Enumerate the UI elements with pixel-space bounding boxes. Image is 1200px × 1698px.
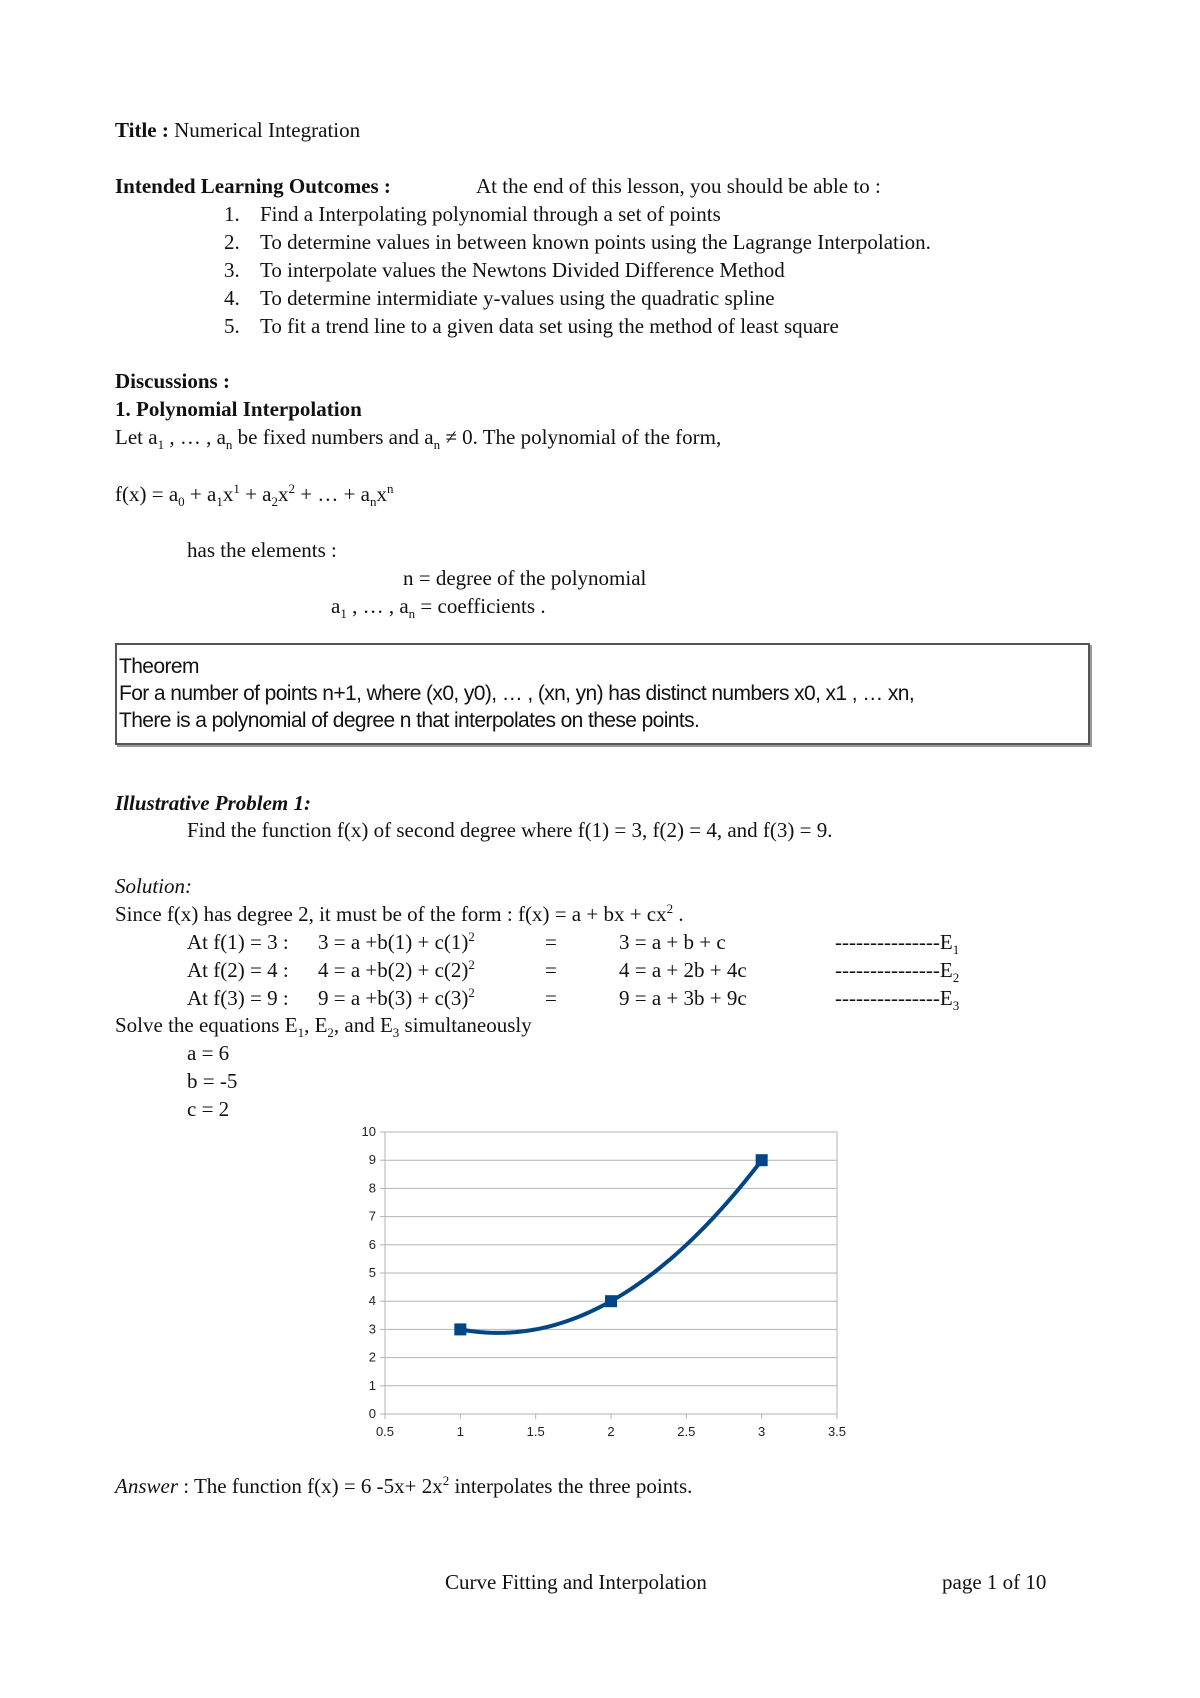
- outcome-num-3: 3.: [224, 258, 240, 282]
- polynomial-definition: Let $a_1$ , … , $a_n$ be fixed numbers and $a_n \ne 0$. The polynomial of the form,: [115, 425, 722, 453]
- equation-eq-3: =: [545, 986, 557, 1010]
- x-tick-label-3: 2: [607, 1424, 615, 1439]
- x-tick-label-0: 0.5: [375, 1424, 395, 1439]
- value-b: b = -5: [187, 1069, 238, 1093]
- title-line: [115, 117, 360, 143]
- outcome-text-5: To fit a trend line to a given data set using the method of least square: [260, 314, 839, 338]
- theorem-heading: Theorem: [119, 655, 199, 678]
- coefficients-line: $a_1$ , … , $a_n$ = coefficients .: [331, 594, 546, 622]
- y-tick-label-6: 6: [368, 1236, 376, 1252]
- equation-rhs-2: 4 = a + 2b + 4c: [619, 958, 747, 982]
- x-tick-label-2: 1.5: [526, 1424, 545, 1439]
- outcome-text-1: Find a Interpolating polynomial through a set of points: [260, 202, 721, 226]
- outcome-text-3: To interpolate values the Newtons Divided Difference Method: [260, 258, 785, 282]
- data-point-3: [756, 1154, 768, 1166]
- footer-title: Curve Fitting and Interpolation: [445, 1570, 707, 1594]
- equation-lhs-3: $9 = a +b(3) + c(3)^2$: [318, 985, 475, 1010]
- discussions-label: Discussions :: [115, 369, 230, 393]
- section-title: 1. Polynomial Interpolation: [115, 397, 362, 421]
- value-a: a = 6: [187, 1041, 230, 1065]
- answer-label: Answer: [115, 1474, 178, 1498]
- y-tick-label-8: 8: [368, 1180, 376, 1196]
- y-tick-label-7: 7: [368, 1208, 376, 1224]
- x-tick-label-1: 1: [456, 1424, 464, 1439]
- problem-statement: Find the function f(x) of second degree where f(1) = 3, f(2) = 4, and f(3) = 9.: [187, 818, 833, 842]
- equation-rhs-3: 9 = a + 3b + 9c: [619, 986, 747, 1010]
- theorem-box: [115, 643, 1090, 745]
- answer-line: Answer : The function f(x) = 6 $-5x+ 2x^2$ interpolates the three points.: [115, 1473, 693, 1498]
- equation-tag-2: $---------------E_2$: [835, 958, 960, 986]
- equation-lhs-2: $4 = a +b(2) + c(2)^2$: [318, 957, 475, 982]
- equation-eq-2: =: [545, 958, 557, 982]
- outcome-num-4: 4.: [224, 286, 240, 310]
- outcome-text-2: To determine values in between known points using the Lagrange Interpolation.: [260, 230, 931, 254]
- title-value: Numerical Integration: [174, 118, 361, 142]
- data-point-2: [605, 1295, 617, 1307]
- equation-at-2: At f(2) = 4 :: [187, 958, 289, 982]
- degree-line: n = degree of the polynomial: [403, 566, 647, 590]
- equation-lhs-1: $3 = a +b(1) + c(1)^2$: [318, 929, 475, 954]
- x-tick-label-4: 2.5: [677, 1424, 696, 1439]
- problem-label: Illustrative Problem 1:: [115, 791, 311, 815]
- outcome-num-2: 2.: [224, 230, 240, 254]
- y-tick-label-10: 10: [361, 1124, 376, 1139]
- equation-tag-3: $---------------E_3$: [835, 986, 960, 1014]
- has-elements: has the elements :: [187, 538, 337, 562]
- data-point-1: [454, 1323, 466, 1335]
- theorem-line-2: There is a polynomial of degree n that interpolates on these points.: [119, 709, 700, 732]
- y-tick-label-2: 2: [368, 1349, 376, 1365]
- outcomes-label: Intended Learning Outcomes :: [115, 174, 391, 198]
- y-tick-label-1: 1: [368, 1377, 376, 1393]
- equation-at-1: At f(1) = 3 :: [187, 930, 289, 954]
- outcome-num-1: 1.: [224, 202, 240, 226]
- x-tick-label-5: 3: [758, 1424, 766, 1439]
- interpolation-chart: [340, 1120, 860, 1450]
- value-c: c = 2: [187, 1097, 230, 1121]
- polynomial-formula: $f(x) = a_0 + a_1x^1 + a_2x^2$ + … + $a_nx^n$: [115, 481, 394, 510]
- title-label: Title :: [115, 118, 169, 142]
- outcomes-intro: At the end of this lesson, you should be able to :: [476, 174, 881, 198]
- equation-eq-1: =: [545, 930, 557, 954]
- solution-intro: Since f(x) has degree 2, it must be of the form : f(x) = a + bx + $cx^2$ .: [115, 901, 684, 926]
- x-tick-label-6: 3.5: [827, 1424, 847, 1439]
- page-number: page 1 of 10: [942, 1570, 1047, 1594]
- y-tick-label-9: 9: [368, 1152, 376, 1168]
- y-tick-label-0: 0: [368, 1406, 376, 1421]
- y-tick-label-3: 3: [368, 1321, 376, 1337]
- y-tick-label-5: 5: [368, 1265, 376, 1280]
- solution-label: Solution:: [115, 874, 192, 898]
- equation-at-3: At f(3) = 9 :: [187, 986, 289, 1010]
- theorem-line-1: For a number of points n+1, where (x0, y0), … , (xn, yn) has distinct numbers x0, x1 , … xn,: [119, 682, 915, 705]
- equation-tag-1: $---------------E_1$: [835, 930, 960, 958]
- outcome-num-5: 5.: [224, 314, 240, 338]
- outcome-text-4: To determine intermidiate y-values using the quadratic spline: [260, 286, 775, 310]
- y-tick-label-4: 4: [368, 1293, 376, 1309]
- solve-line: Solve the equations $E_1$, $E_2$, and $E_3$ simultaneously: [115, 1013, 532, 1041]
- equation-rhs-1: 3 = a + b + c: [619, 930, 726, 954]
